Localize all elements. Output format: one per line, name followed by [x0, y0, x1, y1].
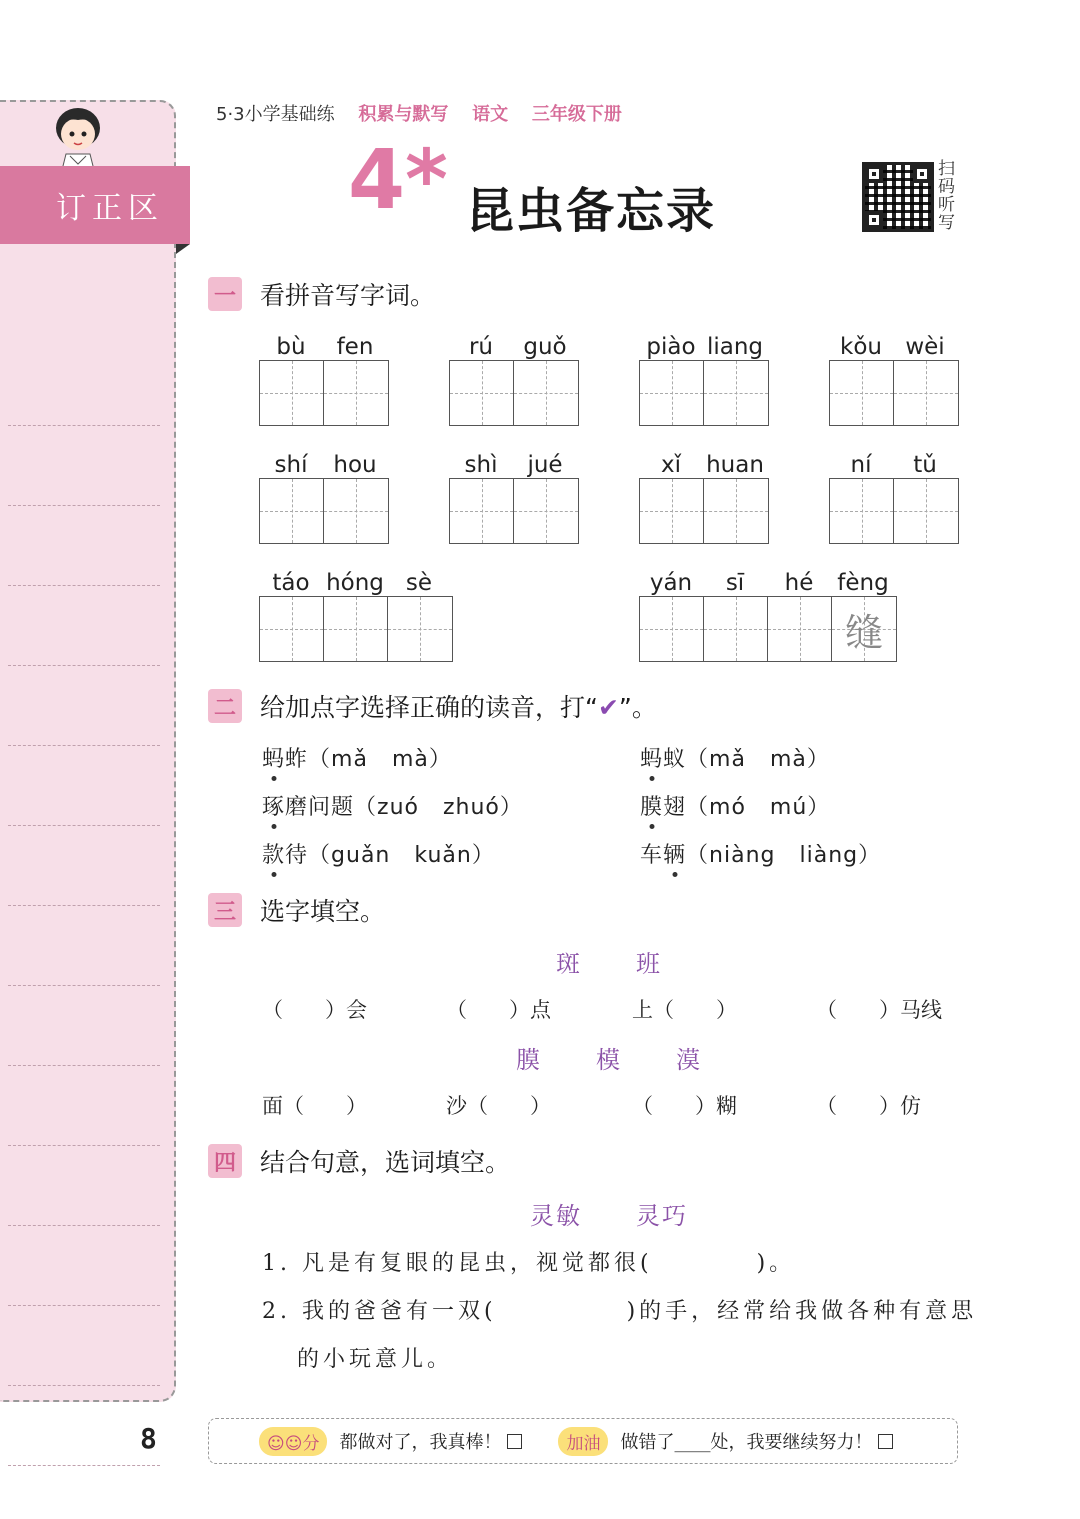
lesson-number: 4* [348, 133, 448, 228]
writing-boxes[interactable] [259, 596, 453, 662]
all-correct-checkbox[interactable] [507, 1434, 522, 1449]
pinyin-item: ní tǔ [829, 444, 959, 544]
section-4-badge: 四 [208, 1144, 242, 1178]
fill-blank[interactable]: （ ）马线 [816, 998, 942, 1022]
self-check-footer [208, 1418, 958, 1464]
option[interactable]: kuǎn [414, 843, 472, 868]
writing-boxes[interactable] [449, 360, 579, 426]
mascot-boy-icon [48, 104, 108, 172]
section-2-title: 给加点字选择正确的读音，打“✔”。 [260, 693, 657, 722]
reading-choice: 膜翅（mó mú） [640, 790, 830, 821]
word-choices: 斑 班 [556, 950, 662, 978]
page-number: 8 [140, 1422, 157, 1455]
pinyin-item: táo hóng sè [259, 562, 453, 662]
section-3-badge: 三 [208, 893, 242, 927]
writing-boxes[interactable] [259, 478, 389, 544]
writing-boxes[interactable] [639, 478, 769, 544]
fill-blank[interactable]: （ ）点 [446, 998, 551, 1022]
option[interactable]: niàng [709, 843, 776, 868]
section-1-badge: 一 [208, 277, 242, 311]
option[interactable]: liàng [799, 843, 859, 868]
section-2-badge: 二 [208, 689, 242, 723]
section-3-header [208, 892, 385, 928]
section-4-header [208, 1143, 510, 1179]
qr-code-icon[interactable] [862, 162, 934, 232]
series-header [216, 100, 640, 126]
keep-going-tag: 加油 [558, 1427, 608, 1456]
word-choices: 灵敏 灵巧 [530, 1202, 688, 1230]
section-1-title: 看拼音写字词。 [260, 281, 436, 310]
option[interactable]: zhuó [442, 795, 500, 820]
option[interactable]: mà [769, 747, 807, 772]
writing-boxes[interactable] [639, 360, 769, 426]
reading-choice: 琢磨问题（zuó zhuó） [262, 790, 523, 821]
reading-choice: 车辆（niàng liàng） [640, 838, 881, 869]
full-score-tag: ☺☺分 [259, 1427, 327, 1456]
pinyin-item: shì jué [449, 444, 579, 544]
fill-blank[interactable]: 沙（ ） [446, 1094, 551, 1118]
option[interactable]: mǎ [709, 747, 746, 772]
pinyin-item: rú guǒ [449, 326, 579, 426]
book-name: 积累与默写 [358, 104, 449, 125]
section-1-header [208, 276, 435, 312]
reading-choice: 蚂蚱（mǎ mà） [262, 742, 452, 773]
correction-banner: 订正区 [0, 166, 190, 244]
mistakes-checkbox[interactable] [878, 1434, 893, 1449]
option[interactable]: mà [391, 747, 429, 772]
check-mark-icon: ✔ [597, 693, 619, 722]
correction-area [0, 100, 176, 1402]
option[interactable]: mó [709, 795, 746, 820]
subject-name: 语文 [472, 104, 509, 125]
pinyin-item: shí hou [259, 444, 389, 544]
grade-name: 三年级下册 [531, 104, 622, 125]
word-choices: 膜 模 漠 [516, 1046, 702, 1074]
fill-blank[interactable]: （ ）会 [262, 998, 367, 1022]
fill-blank[interactable]: （ ）仿 [816, 1094, 921, 1118]
writing-boxes[interactable] [829, 478, 959, 544]
section-4-title: 结合句意，选词填空。 [260, 1148, 511, 1177]
option[interactable]: mǎ [331, 747, 368, 772]
pinyin-item: piào liang [639, 326, 769, 426]
section-3-title: 选字填空。 [260, 897, 386, 926]
writing-boxes[interactable] [829, 360, 959, 426]
sentence-2-continued: 的小玩意儿。 [297, 1347, 454, 1372]
sentence-1[interactable]: 1. 凡是有复眼的昆虫，视觉都很( )。 [262, 1251, 796, 1276]
qr-label: 扫码听写 [938, 159, 955, 233]
pinyin-item: kǒu wèi [829, 326, 959, 426]
writing-boxes[interactable] [259, 360, 389, 426]
lesson-title: 昆虫备忘录 [466, 183, 717, 239]
reading-choice: 蚂蚁（mǎ mà） [640, 742, 830, 773]
given-character: 缝 [844, 610, 883, 655]
fill-blank[interactable]: 面（ ） [262, 1094, 367, 1118]
mistakes-text: 做错了____处，我要继续努力！ [620, 1432, 873, 1453]
option[interactable]: guǎn [331, 843, 391, 868]
writing-boxes[interactable] [639, 596, 897, 662]
writing-boxes[interactable] [449, 478, 579, 544]
section-2-header [208, 688, 657, 724]
sentence-2[interactable]: 2. 我的爸爸有一双( )的手，经常给我做各种有意思 [262, 1299, 978, 1324]
pinyin-item: yán sī hé fèng 缝 [639, 562, 897, 662]
series-name: 5·3小学基础练 [216, 104, 335, 125]
option[interactable]: mú [769, 795, 808, 820]
pinyin-item: bù fen [259, 326, 389, 426]
correction-lines [8, 346, 160, 1466]
fill-blank[interactable]: 上（ ） [632, 998, 737, 1022]
reading-choice: 款待（guǎn kuǎn） [262, 838, 495, 869]
pinyin-item: xǐ huan [639, 444, 769, 544]
option[interactable]: zuó [377, 795, 419, 820]
all-correct-text: 都做对了，我真棒！ [339, 1432, 502, 1453]
fill-blank[interactable]: （ ）糊 [632, 1094, 737, 1118]
